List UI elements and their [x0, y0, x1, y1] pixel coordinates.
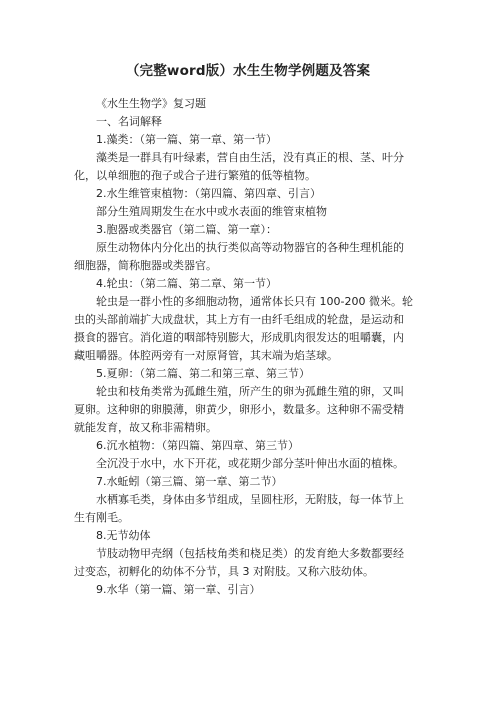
text-line: 藻类是一群具有叶绿素，营自由生活，没有真正的根、茎、叶分 — [96, 151, 404, 164]
text-line: 细胞器，简称胞器或类器官。 — [74, 259, 217, 272]
text-line: 摄食的器官。消化道的咽部特别膨大，形成肌肉很发达的咀嚼囊，内 — [74, 331, 404, 344]
text-line: 原生动物体内分化出的执行类似高等动物器官的各种生理机能的 — [96, 241, 404, 254]
text-line: 水栖寡毛类，身体由多节组成，呈圆柱形，无附肢，每一体节上 — [96, 493, 404, 506]
text-line: 5.夏卵：（第二篇、第二和第三章、第三节） — [96, 367, 310, 380]
text-line: 9.水华（第一篇、第一章、引言） — [96, 583, 261, 596]
text-line: 轮虫和枝角类常为孤雌生殖，所产生的卵为孤雌生殖的卵，又叫 — [96, 385, 404, 398]
text-line: 化，以单细胞的孢子或合子进行繁殖的低等植物。 — [74, 169, 316, 182]
text-line: 3.胞器或类器官（第二篇、第一章）： — [96, 223, 277, 236]
text-line: 一、名词解释 — [96, 115, 162, 128]
text-line: 全沉没于水中，水下开花，或花期少部分茎叶伸出水面的植株。 — [96, 457, 404, 470]
text-line: 6.沉水植物：（第四篇、第四章、第三节） — [96, 439, 299, 452]
text-line: 过变态，初孵化的幼体不分节，具 3 对附肢。又称六肢幼体。 — [74, 565, 374, 578]
text-line: 《水生生物学》复习题 — [96, 97, 206, 110]
text-line: 夏卵。这种卵的卵膜薄，卵黄少，卵形小，数量多。这种卵不需受精 — [74, 403, 404, 416]
text-line: 节肢动物甲壳纲（包括枝角类和桡足类）的发育绝大多数都要经 — [96, 547, 404, 560]
text-line: 7.水蚯蚓（第三篇、第一章、第二节） — [96, 475, 283, 488]
text-line: 8.无节幼体 — [96, 529, 151, 542]
text-line: 2.水生维管束植物：（第四篇、第四章、引言） — [96, 187, 321, 200]
text-line: 生有刚毛。 — [74, 511, 129, 524]
text-line: 4.轮虫：（第二篇、第二章、第一节） — [96, 277, 277, 290]
text-line: 虫的头部前端扩大成盘状，其上方有一由纤毛组成的轮盘，是运动和 — [74, 313, 404, 326]
document-body — [74, 95, 418, 599]
text-line: 就能发育，故又称非需精卵。 — [74, 421, 217, 434]
text-line: 藏咀嚼器。体腔两旁有一对原肾管，其末端为焰茎球。 — [74, 349, 338, 362]
text-line: 1.藻类：（第一篇、第一章、第一节） — [96, 133, 277, 146]
document-title: （完整word版）水生生物学例题及答案 — [125, 63, 371, 79]
text-line: 部分生殖周期发生在水中或水表面的维管束植物 — [96, 205, 327, 218]
text-line: 轮虫是一群小性的多细胞动物，通常体长只有 100-200 微米。轮 — [96, 295, 413, 308]
